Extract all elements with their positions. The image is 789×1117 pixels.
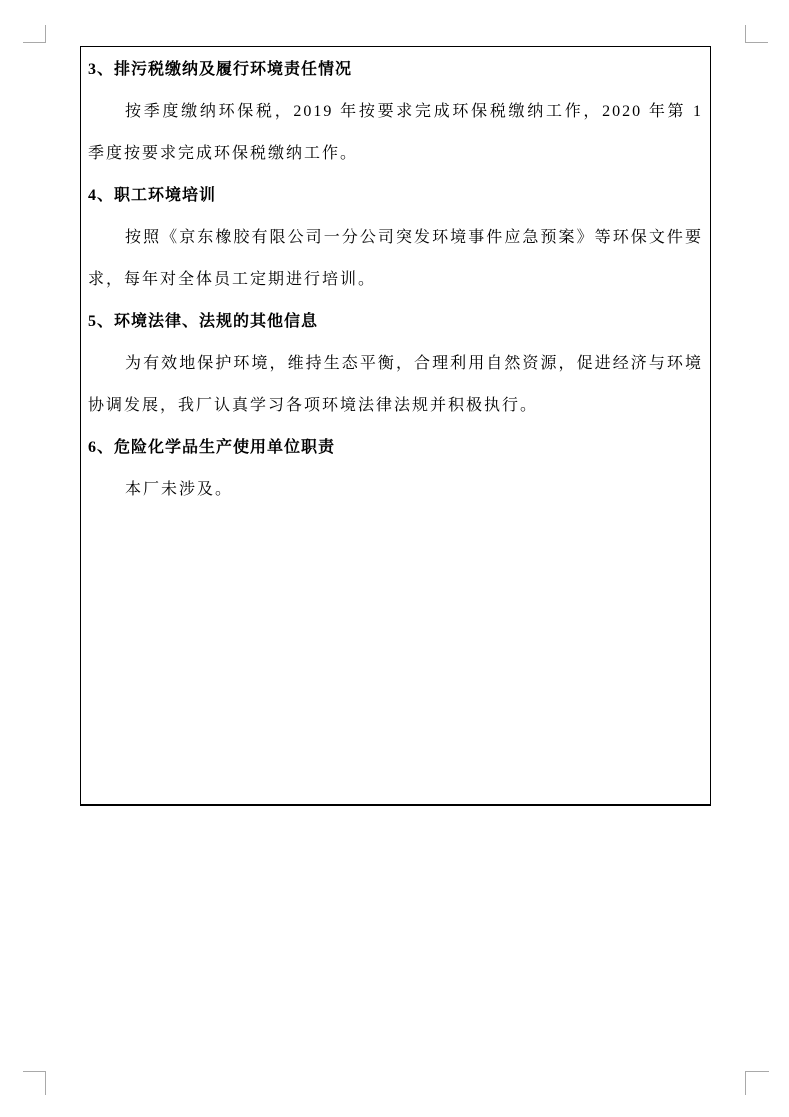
section-paragraph: 按照《京东橡胶有限公司一分公司突发环境事件应急预案》等环保文件要求，每年对全体员工定期进行培训。 — [88, 229, 703, 288]
section-heading: 4、职工环境培训 — [88, 187, 217, 204]
section-pollution-tax — [88, 49, 703, 175]
crop-mark-top-left-icon — [23, 25, 46, 43]
section-heading: 6、危险化学品生产使用单位职责 — [88, 439, 336, 456]
section-heading: 5、环境法律、法规的其他信息 — [88, 313, 319, 330]
crop-mark-bottom-left-icon — [23, 1071, 46, 1095]
section-paragraph: 为有效地保护环境，维持生态平衡，合理利用自然资源，促进经济与环境协调发展，我厂认真学习各项环境法律法规并积极执行。 — [88, 355, 703, 414]
section-paragraph: 本厂未涉及。 — [125, 481, 234, 498]
report-table-cell — [80, 46, 711, 806]
section-environmental-law — [88, 301, 703, 427]
section-paragraph: 按季度缴纳环保税，2019 年按要求完成环保税缴纳工作，2020 年第 1 季度按要求完成环保税缴纳工作。 — [88, 103, 703, 162]
crop-mark-bottom-right-icon — [745, 1071, 769, 1095]
crop-mark-top-right-icon — [745, 25, 768, 43]
section-employee-training — [88, 175, 703, 301]
section-heading: 3、排污税缴纳及履行环境责任情况 — [88, 61, 353, 78]
section-hazardous-chemicals — [88, 427, 703, 511]
